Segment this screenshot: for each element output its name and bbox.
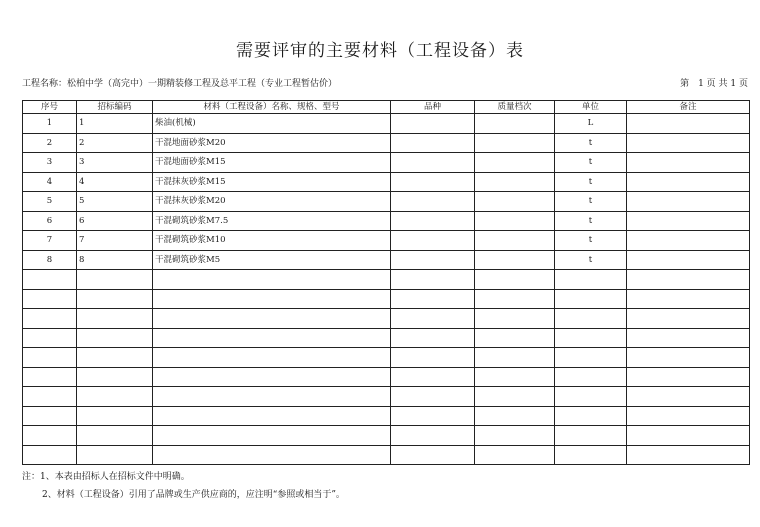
cell-remark: [627, 172, 750, 192]
cell-unit: [555, 348, 627, 368]
table-row: [23, 250, 750, 270]
cell-remark: [627, 270, 750, 290]
cell-grade: [475, 153, 555, 173]
cell-code: [77, 406, 153, 426]
cell-code: [77, 309, 153, 329]
cell-remark: [627, 445, 750, 465]
cell-variety: [391, 250, 475, 270]
table-row: [23, 231, 750, 251]
cell-variety: [391, 387, 475, 407]
cell-code: [77, 289, 153, 309]
cell-code: [77, 348, 153, 368]
cell-grade: [475, 270, 555, 290]
cell-seq: [23, 387, 77, 407]
header-unit: 单位: [555, 101, 627, 114]
cell-name: 干混抹灰砂浆M15: [153, 172, 391, 192]
cell-grade: [475, 328, 555, 348]
cell-code: [77, 445, 153, 465]
cell-remark: [627, 153, 750, 173]
cell-code: [77, 367, 153, 387]
cell-code: [77, 387, 153, 407]
cell-seq: [23, 289, 77, 309]
table-row: [23, 172, 750, 192]
materials-table: [22, 100, 750, 465]
note-2: 2、材料（工程设备）引用了品牌或生产供应商的，应注明“参照或相当于”。: [42, 490, 345, 500]
cell-variety: [391, 426, 475, 446]
cell-grade: [475, 172, 555, 192]
cell-unit: [555, 406, 627, 426]
cell-name: [153, 426, 391, 446]
cell-code: [77, 328, 153, 348]
cell-code: [77, 426, 153, 446]
table-row: [23, 367, 750, 387]
note-1: 注：1、本表由招标人在招标文件中明确。: [22, 472, 190, 482]
cell-remark: [627, 133, 750, 153]
cell-remark: [627, 211, 750, 231]
cell-variety: [391, 367, 475, 387]
cell-seq: 3: [23, 153, 77, 173]
cell-remark: [627, 348, 750, 368]
cell-code: 5: [77, 192, 153, 212]
cell-grade: [475, 250, 555, 270]
cell-code: 1: [77, 114, 153, 134]
header-remark: 备注: [627, 101, 750, 114]
cell-name: 柴油(机械): [153, 114, 391, 134]
table-row: [23, 406, 750, 426]
table-row: [23, 192, 750, 212]
cell-unit: t: [555, 133, 627, 153]
cell-grade: [475, 406, 555, 426]
cell-code: 3: [77, 153, 153, 173]
cell-remark: [627, 231, 750, 251]
cell-variety: [391, 289, 475, 309]
cell-grade: [475, 211, 555, 231]
table-row: [23, 270, 750, 290]
table-row: [23, 426, 750, 446]
cell-name: 干混砌筑砂浆M7.5: [153, 211, 391, 231]
table-row: [23, 153, 750, 173]
cell-variety: [391, 133, 475, 153]
cell-grade: [475, 445, 555, 465]
cell-name: 干混砌筑砂浆M10: [153, 231, 391, 251]
table-row: [23, 289, 750, 309]
cell-grade: [475, 426, 555, 446]
table-row: [23, 328, 750, 348]
cell-variety: [391, 231, 475, 251]
cell-grade: [475, 387, 555, 407]
cell-unit: [555, 270, 627, 290]
cell-remark: [627, 426, 750, 446]
cell-remark: [627, 250, 750, 270]
table-row: [23, 309, 750, 329]
cell-unit: L: [555, 114, 627, 134]
cell-variety: [391, 328, 475, 348]
cell-code: 8: [77, 250, 153, 270]
table-header-row: [23, 101, 750, 114]
cell-code: [77, 270, 153, 290]
cell-grade: [475, 309, 555, 329]
cell-variety: [391, 114, 475, 134]
cell-grade: [475, 367, 555, 387]
cell-name: [153, 406, 391, 426]
page-title: 需要评审的主要材料（工程设备）表: [236, 41, 524, 61]
cell-code: 6: [77, 211, 153, 231]
cell-unit: t: [555, 172, 627, 192]
cell-name: 干混抹灰砂浆M20: [153, 192, 391, 212]
cell-seq: [23, 309, 77, 329]
cell-grade: [475, 192, 555, 212]
cell-unit: [555, 367, 627, 387]
cell-seq: [23, 367, 77, 387]
table-row: [23, 445, 750, 465]
header-material-name: 材料（工程设备）名称、规格、型号: [153, 101, 391, 114]
header-quality-grade: 质量档次: [475, 101, 555, 114]
cell-name: [153, 445, 391, 465]
cell-variety: [391, 348, 475, 368]
cell-unit: [555, 387, 627, 407]
cell-seq: 8: [23, 250, 77, 270]
cell-seq: [23, 328, 77, 348]
cell-unit: [555, 328, 627, 348]
cell-seq: 4: [23, 172, 77, 192]
header-variety: 品种: [391, 101, 475, 114]
cell-unit: [555, 445, 627, 465]
cell-grade: [475, 231, 555, 251]
cell-seq: 7: [23, 231, 77, 251]
table-row: [23, 387, 750, 407]
cell-remark: [627, 192, 750, 212]
cell-unit: t: [555, 192, 627, 212]
cell-name: [153, 367, 391, 387]
cell-seq: [23, 270, 77, 290]
cell-seq: 1: [23, 114, 77, 134]
cell-grade: [475, 114, 555, 134]
cell-remark: [627, 387, 750, 407]
cell-variety: [391, 406, 475, 426]
cell-remark: [627, 289, 750, 309]
cell-variety: [391, 309, 475, 329]
notes: [22, 468, 345, 504]
cell-variety: [391, 153, 475, 173]
cell-name: 干混地面砂浆M15: [153, 153, 391, 173]
cell-seq: 2: [23, 133, 77, 153]
cell-grade: [475, 289, 555, 309]
cell-variety: [391, 445, 475, 465]
header-seq: 序号: [23, 101, 77, 114]
table-row: [23, 114, 750, 134]
cell-variety: [391, 192, 475, 212]
cell-unit: [555, 289, 627, 309]
project-name: 工程名称：松柏中学（高完中）一期精装修工程及总平工程（专业工程暂估价）: [22, 79, 338, 89]
cell-seq: 5: [23, 192, 77, 212]
cell-remark: [627, 406, 750, 426]
cell-remark: [627, 367, 750, 387]
cell-unit: t: [555, 153, 627, 173]
cell-name: 干混地面砂浆M20: [153, 133, 391, 153]
cell-unit: t: [555, 231, 627, 251]
cell-name: [153, 387, 391, 407]
cell-grade: [475, 133, 555, 153]
cell-variety: [391, 172, 475, 192]
table-row: [23, 211, 750, 231]
cell-code: 7: [77, 231, 153, 251]
cell-seq: [23, 426, 77, 446]
table-row: [23, 348, 750, 368]
cell-name: [153, 348, 391, 368]
header-code: 招标编码: [77, 101, 153, 114]
cell-grade: [475, 348, 555, 368]
cell-unit: t: [555, 211, 627, 231]
cell-remark: [627, 328, 750, 348]
page-number: 第 1 页 共 1 页: [680, 79, 748, 89]
document-meta: [22, 76, 748, 90]
cell-seq: [23, 445, 77, 465]
cell-name: [153, 328, 391, 348]
cell-unit: [555, 309, 627, 329]
cell-name: [153, 270, 391, 290]
cell-remark: [627, 309, 750, 329]
cell-unit: t: [555, 250, 627, 270]
cell-unit: [555, 426, 627, 446]
cell-name: 干混砌筑砂浆M5: [153, 250, 391, 270]
cell-code: 2: [77, 133, 153, 153]
cell-code: 4: [77, 172, 153, 192]
cell-variety: [391, 211, 475, 231]
cell-seq: 6: [23, 211, 77, 231]
table-row: [23, 133, 750, 153]
cell-variety: [391, 270, 475, 290]
cell-seq: [23, 348, 77, 368]
cell-name: [153, 309, 391, 329]
cell-name: [153, 289, 391, 309]
cell-remark: [627, 114, 750, 134]
cell-seq: [23, 406, 77, 426]
